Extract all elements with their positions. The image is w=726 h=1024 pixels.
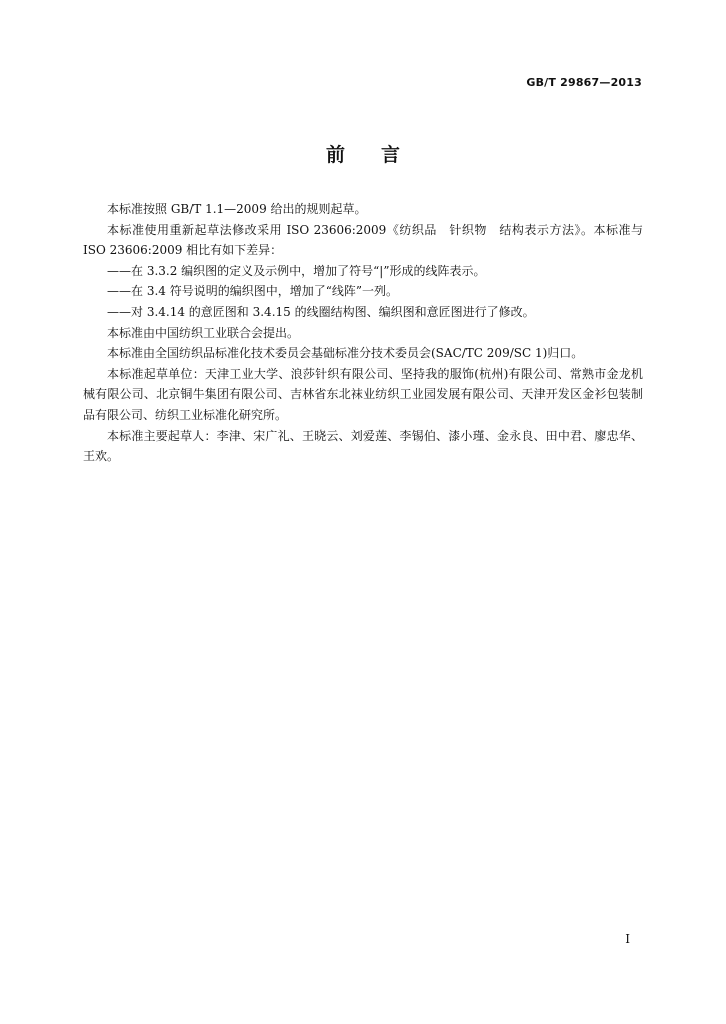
preface-body: [83, 199, 643, 467]
paragraph-adoption: 本标准使用重新起草法修改采用 ISO 23606:2009《纺织品 针织物 结构表示方法》。本标准与 ISO 23606:2009 相比有如下差异：: [83, 222, 643, 258]
page-title: 前言: [325, 144, 436, 166]
paragraph-drafting-units: 本标准起草单位：天津工业大学、浪莎针织有限公司、坚持我的服饰(杭州)有限公司、常熟市金龙机械有限公司、北京铜牛集团有限公司、吉林省东北袜业纺织工业园发展有限公司、天津开发区金衫包装制品有限公司、纺织工业标准化研究所。: [83, 366, 643, 422]
paragraph-difference-2: ——在 3.4 符号说明的编织图中，增加了“线阵”一列。: [107, 284, 398, 299]
paragraph-difference-1: ——在 3.3.2 编织图的定义及示例中，增加了符号“|”形成的线阵表示。: [107, 263, 486, 278]
paragraph-difference-3: ——对 3.4.14 的意匠图和 3.4.15 的线圈结构图、编织图和意匠图进行了修改。: [107, 304, 535, 319]
paragraph-drafting-rules: 本标准按照 GB/T 1.1—2009 给出的规则起草。: [107, 202, 367, 216]
page-number: I: [625, 932, 630, 946]
paragraph-drafters: 本标准主要起草人：李津、宋广礼、王晓云、刘爱莲、李锡伯、漆小瑾、金永良、田中君、廖忠华、王欢。: [83, 428, 643, 464]
paragraph-proposer: 本标准由中国纺织工业联合会提出。: [107, 325, 300, 340]
paragraph-administrator: 本标准由全国纺织品标准化技术委员会基础标准分技术委员会(SAC/TC 209/SC 1)归口。: [107, 346, 584, 361]
standard-code: GB/T 29867—2013: [526, 76, 642, 89]
